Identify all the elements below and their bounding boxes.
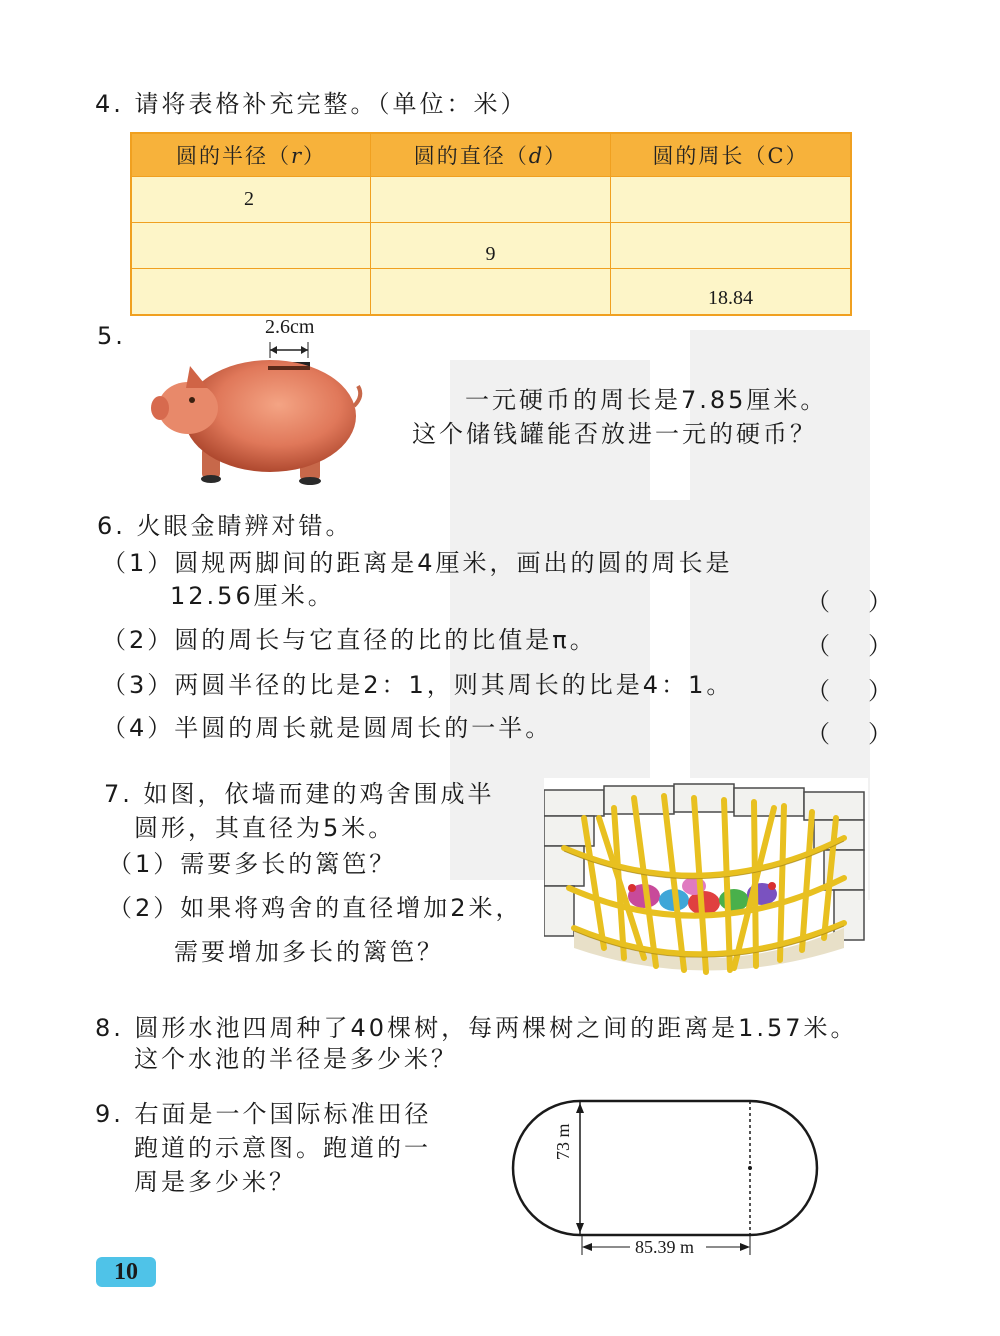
table-cell[interactable] (371, 269, 611, 316)
q7-sub2: （2）如果将鸡舍的直径增加2米， (108, 894, 523, 922)
table-row (131, 269, 851, 316)
table-row (131, 177, 851, 223)
header-radius: 圆的半径（r） (131, 133, 371, 177)
q5-line2: 这个储钱罐能否放进一元的硬币？ (412, 420, 817, 448)
table-cell[interactable] (371, 177, 611, 223)
answer-paren-4[interactable]: （） (806, 720, 930, 748)
q7-line1: 7. 如图，依墙而建的鸡舍围成半 (104, 780, 495, 808)
table-cell[interactable]: 2 (131, 177, 371, 223)
answer-paren-2[interactable]: （） (806, 632, 930, 660)
radius-table (130, 132, 852, 316)
q5-number: 5. (97, 322, 126, 350)
q6-item-3: （3）两圆半径的比是2：1，则其周长的比是4：1。 (102, 671, 734, 699)
q6-title: 6. 火眼金睛辨对错。 (97, 512, 353, 540)
table-cell[interactable] (610, 223, 851, 269)
answer-paren-3[interactable]: （） (806, 677, 930, 705)
q7-sub1: （1）需要多长的篱笆？ (108, 850, 397, 878)
track-height-label: 73 m (553, 1123, 573, 1160)
table-cell[interactable] (610, 177, 851, 223)
answer-paren-1[interactable]: （） (806, 588, 930, 616)
header-diameter: 圆的直径（d） (371, 133, 611, 177)
piggy-bank-image (150, 336, 370, 496)
table-cell[interactable]: 18.84 (610, 269, 851, 316)
page-number-badge: 10 (96, 1257, 156, 1287)
q8-line2: 这个水池的半径是多少米？ (134, 1045, 458, 1073)
q6-item-4: （4）半圆的周长就是圆周长的一半。 (102, 714, 553, 742)
q9-line1: 9. 右面是一个国际标准田径 (95, 1100, 432, 1128)
q6-item-1-cont: 12.56厘米。 (170, 582, 335, 610)
table-cell[interactable]: 9 (371, 223, 611, 269)
q6-item-1: （1）圆规两脚间的距离是4厘米，画出的圆的周长是 (102, 549, 733, 577)
q9-line3: 周是多少米？ (134, 1168, 296, 1196)
table-header-row (131, 133, 851, 177)
table-cell[interactable] (131, 223, 371, 269)
q7-sub2b: 需要增加多长的篱笆？ (174, 938, 444, 966)
chicken-coop-image (544, 778, 868, 978)
track-length-label: 85.39 m (635, 1237, 695, 1257)
q9-line2: 跑道的示意图。跑道的一 (134, 1134, 431, 1162)
running-track-diagram (510, 1095, 826, 1260)
q4-title: 4. 请将表格补充完整。（单位：米） (95, 90, 528, 118)
q7-line2: 圆形，其直径为5米。 (134, 814, 396, 842)
table-cell[interactable] (131, 269, 371, 316)
table-row (131, 223, 851, 269)
q8-line1: 8. 圆形水池四周种了40棵树，每两棵树之间的距离是1.57米。 (95, 1014, 858, 1042)
header-circumference: 圆的周长（C） (610, 133, 851, 177)
q5-line1: 一元硬币的周长是7.85厘米。 (465, 386, 828, 414)
coin-slot-dimension-label: 2.6cm (265, 316, 315, 338)
q6-item-2: （2）圆的周长与它直径的比的比值是π。 (102, 626, 597, 654)
